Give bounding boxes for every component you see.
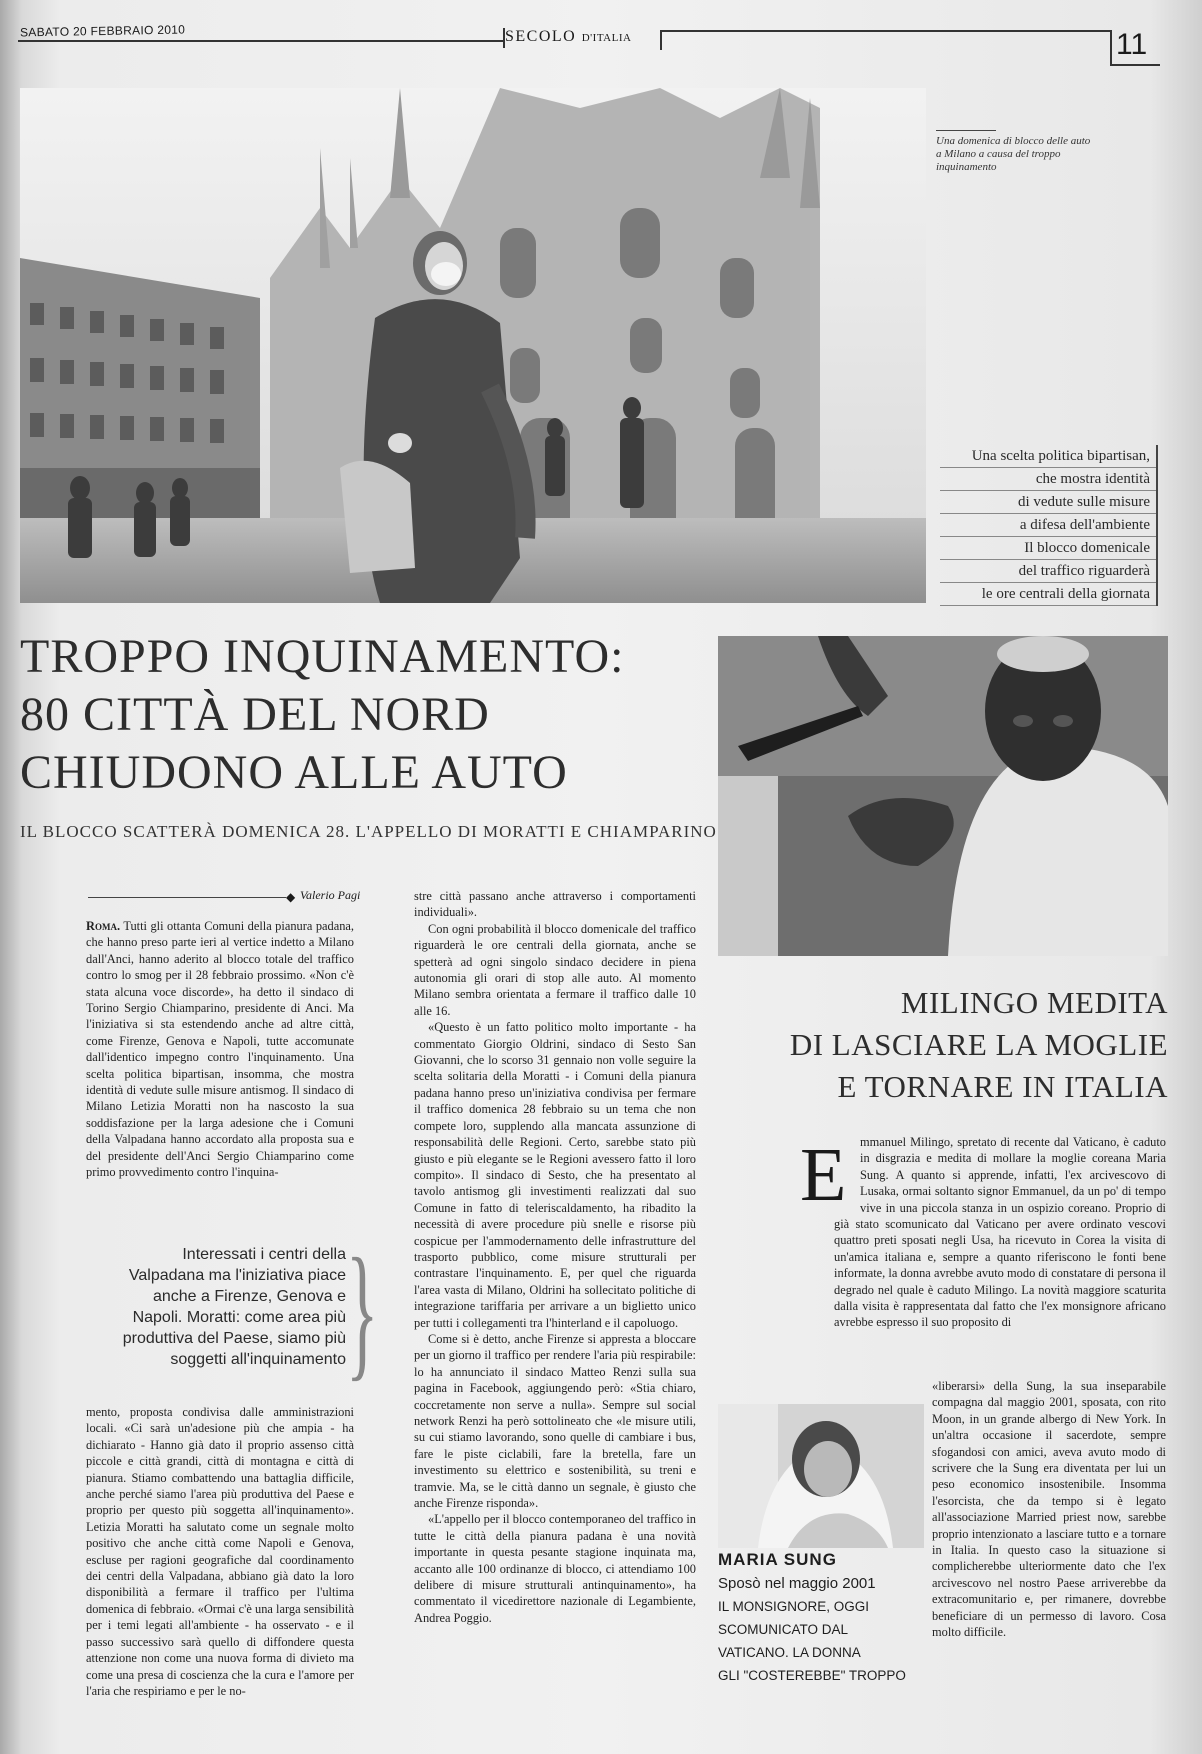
caption-rule	[936, 130, 996, 131]
pull-quote: Interessati i centri della Valpadana ma l'iniziativa piace anche a Firenze, Genova e Napoli. Moratti: come area più produttiva del Paese, siamo più soggetti all'inquinamento	[122, 1246, 346, 1368]
caption-line: SCOMUNICATO DAL	[718, 1622, 849, 1637]
article-column-1-bottom	[86, 1404, 354, 1718]
pull-quote-top	[940, 445, 1158, 606]
article-paragraph: «L'appello per il blocco contemporaneo del traffico in tutte le città della pianura padana è una novità importante in questa pesante stagione inquinata ma, accanto alle 100 ordinanze di blocco, ci attendiamo 100 delibere di misure strutturali antinquinamento», ha commentato il vicedirettore nazionale di Legambiente, Andrea Poggio.	[414, 1512, 696, 1625]
article-column-2	[414, 888, 696, 1720]
brace-ornament: }	[346, 1228, 379, 1394]
article-2-column-narrow	[932, 1378, 1166, 1724]
diamond-icon: ◆	[286, 890, 296, 904]
byline-rule	[88, 897, 286, 898]
article-headline-2	[720, 982, 1168, 1108]
header-rule-right	[660, 30, 1110, 32]
article-column-1-top	[86, 918, 354, 1216]
pull-quote-line: di vedute sulle misure	[940, 491, 1156, 514]
pull-quote-line: che mostra identità	[940, 468, 1156, 491]
caption-name: MARIA SUNG	[718, 1550, 837, 1569]
masthead	[505, 28, 631, 46]
caption-line: GLI "COSTEREBBE" TROPPO	[718, 1668, 906, 1683]
headline-line: MILINGO MEDITA	[900, 985, 1168, 1020]
drop-cap: E	[800, 1133, 847, 1217]
article-paragraph: Come si è detto, anche Firenze si appresta a bloccare per un giorno il traffico per rendere l'aria più respirabile: lo ha annunciato il sindaco Matteo Renzi sulla sua pagina in Facebook, aggiungendo però: «Stia chiaro, coccretamente non serve a nulla». Sempre sul social network Renzi ha però sottolineato che «le misure utili, su cui stiamo lavorando, sono quelle di cambiare i bus, fare le piste ciclabili, fare la bretella, fare un investimento su elettrico e sostenibilità, su treni e tramvie. Ma, se le città danno un segnale, è giusto che anche Firenze risponda».	[414, 1331, 696, 1511]
article-paragraph: stre città passano anche attraverso i comportamenti individuali».	[414, 889, 696, 920]
pull-quote-line: a difesa dell'ambiente	[940, 514, 1156, 537]
caption-subtitle: Sposò nel maggio 2001	[718, 1575, 876, 1592]
main-photo	[20, 88, 926, 603]
dateline: Roma.	[86, 919, 121, 933]
page-number: 11	[1116, 28, 1148, 61]
article-text: mento, proposta condivisa dalle amministrazioni locali. «Ci sarà un'adesione più che ampia - ha dichiarato - Hanno già dato il proprio assenso città piccole e città grandi, città di montagna e città di pianura. Stiamo combattendo una battaglia difficile, anche perché siamo l'area più produttiva del Paese e proprio per questo più soggetta all'inquinamento». Letizia Moratti ha salutato come un segnale molto positivo che anche città come Napoli e Genova, escluse per ragioni geografiche dal coordinamento dei centri della Valpadana, abbiano già dato la loro disponibilità a fermare il traffico per l'ultima domenica di febbraio. «Ormai c'è una larga sensibilità per i temi legati all'ambiente - ha osservato - e il passo successivo sarà quello di diffondere questa attenzione non come una nuova forma di divieto ma come una presa di coscienza che la cura e l'amore per l'aria che respiriamo e per le no-	[86, 1405, 354, 1698]
maria-sung-photo	[718, 1404, 924, 1548]
photo-caption: Una domenica di blocco delle auto a Milano a causa del troppo inquinamento	[936, 135, 1091, 173]
masthead-name: SECOLO	[505, 28, 577, 45]
byline: Valerio Pagi	[300, 888, 361, 902]
pull-quote-line: Una scelta politica bipartisan,	[940, 445, 1156, 468]
caption-line: VATICANO. LA DONNA	[718, 1645, 861, 1660]
article-paragraph: «Questo è un fatto politico molto importante - ha commentato Giorgio Oldrini, sindaco di Sesto San Giovanni, che lo scorso 31 gennaio non volle seguire la scelta solitaria della Moratti - i Comuni della pianura padana hanno preso un'iniziativa condivisa per fermare il traffico domenica 28 febbraio su un tema che non compete loro, supplendo alla mancata assunzione di responsabilità delle Regioni. Certo, sarebbe stato più giusto e più elegante se le Regioni avessero fatto il loro compito». Il sindaco di Sesto, che ha presentato al tavolo antismog gli investimenti realizzati dal suo Comune in fatto di teleriscaldamento, ha ribadito la necessità di avere procedure più snelle e risorse più cospicue per l'ammodernamento delle infrastrutture del trasporto pubblico, come misure strutturali per contrastare l'inquinamento. E, per quel che riguarda l'area vasta di Milano, Oldrini ha sollecitato politiche di integrazione tariffaria per arrivare a un biglietto unico per tutti i collegamenti tra l'hinterland e il capoluogo.	[414, 1020, 696, 1330]
headline-line: CHIUDONO ALLE AUTO	[20, 746, 568, 799]
article-text: Tutti gli ottanta Comuni della pianura padana, che hanno preso parte ieri al vertice indetto a Milano dall'Anci, hanno aderito al blocco totale del traffico contro lo smog per il 28 febbraio prossimo. «Non c'è stata alcuna voce discorde», ha detto il sindaco di Torino Sergio Chiamparino, presidente di Anci. Ma l'iniziativa si sta estendendo anche ad altre città, come Firenze, Genova e Napoli, tutte accomunate dall'identico impegno contro l'inquinamento. Una scelta politica bipartisan, insomma, che mostra identità di vedute sulle misure antismog. Il sindaco di Milano Letizia Moratti non ha nascosto la sua soddisfazione per la larga adesione che i Comuni della Valpadana hanno accordato alla proposta sua e del presidente dell'Anci Sergio Chiamparino come primo provvedimento contro l'inquina-	[86, 919, 354, 1180]
milingo-photo	[718, 636, 1168, 956]
headline-line: 80 CITTÀ DEL NORD	[20, 688, 490, 741]
pull-quote-line: del traffico riguarderà	[940, 560, 1156, 583]
article-paragraph: Con ogni probabilità il blocco domenicale del traffico riguarderà le ore centrali della giornata, anche se spetterà ad ogni singolo sindaco decidere in piena autonomia gli orari di stop alle auto. Al momento Milano sembra orientata a fermare il traffico dalle 10 alle 16.	[414, 921, 696, 1018]
headline-line: DI LASCIARE LA MOGLIE	[789, 1027, 1168, 1062]
maria-sung-caption	[718, 1550, 918, 1687]
article-text: già stato scomunicato dal Vaticano per avere ordinato vescovi quattro preti sposati negli Usa, ha ricevuto in Corea la visita di un'amica italiana e, sempre a quanto riferiscono le fonti bene informate, la donna avrebbe avuto modo di constatare di persona il degrado nel quale è caduto Milingo. La novità maggiore scaturita dalla visita è rappresentata dal fatto che l'ex monsignore africano avrebbe espresso il suo proposito di	[834, 1218, 1166, 1330]
headline-line: E TORNARE IN ITALIA	[837, 1069, 1168, 1104]
caption-line: IL MONSIGNORE, OGGI	[718, 1599, 870, 1614]
header-rule-left	[18, 40, 503, 42]
pull-quote-line: le ore centrali della giornata	[940, 583, 1156, 606]
headline-line: TROPPO INQUINAMENTO:	[20, 630, 625, 683]
article-text: «liberarsi» della Sung, la sua inseparabile compagna dal maggio 2001, sposata, con rito Moon, in un grande albergo di New York. In un'altra occasione il sacerdote, sempre sfogandosi con amici, aveva avuto modo di scrivere che la Sung era diventata per lui un peso economico insostenibile. Insomma l'esorcista, che da tempo si è legato all'associazione Married priest now, sarebbe proprio intenzionato a lasciare tutto e a tornare in Italia. In questo caso la situazione si complicherebbe ulteriormente dato che l'ex arcivescovo nel nostro Paese arriverebbe da extracomunitario e, per rimanere, dovrebbe beneficiare di un permesso di lavoro. Cosa molto difficile.	[932, 1379, 1166, 1640]
article-headline	[20, 628, 710, 802]
pull-quote-line: Il blocco domenicale	[940, 537, 1156, 560]
article-2-column	[834, 1218, 1166, 1378]
masthead-name-small: D'ITALIA	[581, 32, 632, 44]
article-2-lead-indented	[860, 1134, 1166, 1218]
article-text: mmanuel Milingo, spretato di recente dal Vaticano, è caduto in disgrazia e medita di mollare la moglie coreana Maria Sung. A quanto si apprende, infatti, l'ex arcivescovo di Lusaka, ormai soltanto signor Emmanuel, da un po' di tempo vive in una piccola stanza in un ospizio coreano. Proprio di	[860, 1135, 1166, 1215]
header-rule-tick-right	[660, 30, 662, 50]
article-subheadline: IL BLOCCO SCATTERÀ DOMENICA 28. L'APPELLO DI MORATTI E CHIAMPARINO	[20, 822, 717, 841]
issue-date: SABATO 20 FEBBRAIO 2010	[19, 22, 186, 40]
